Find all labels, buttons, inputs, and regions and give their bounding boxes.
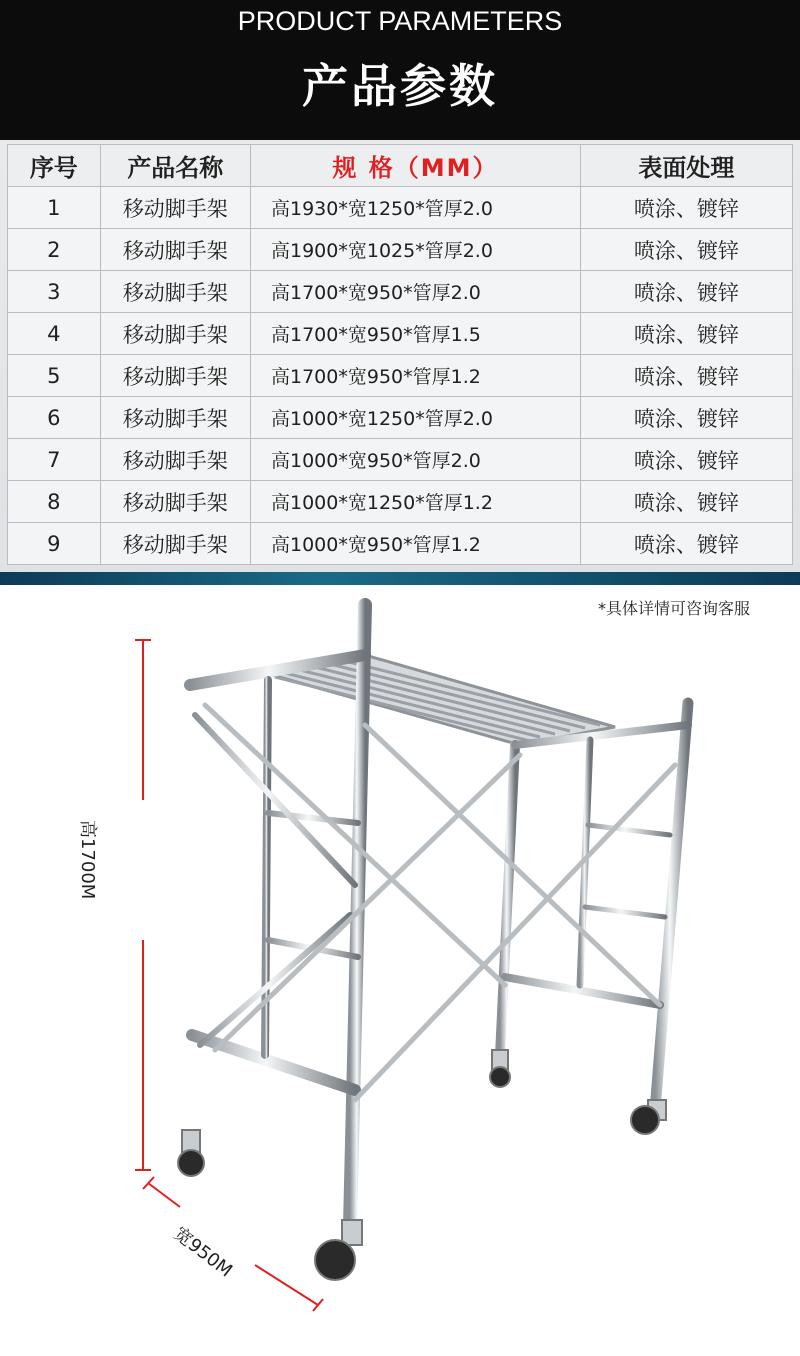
cell-index: 1 [7,187,101,229]
table-header-row [7,144,793,187]
cell-finish: 喷涂、镀锌 [581,397,793,439]
cell-index: 3 [7,271,101,313]
cell-spec: 高1000*宽1250*管厚1.2 [251,481,581,523]
cell-product-name: 移动脚手架 [101,187,251,229]
table-row [7,355,793,397]
cell-product-name: 移动脚手架 [101,439,251,481]
caster-wheels [178,1050,666,1280]
header-spec: 规 格（MM） [251,144,581,187]
cell-finish: 喷涂、镀锌 [581,355,793,397]
table-row [7,229,793,271]
table-row [7,439,793,481]
cell-finish: 喷涂、镀锌 [581,313,793,355]
header-finish: 表面处理 [581,144,793,187]
cell-product-name: 移动脚手架 [101,313,251,355]
cell-product-name: 移动脚手架 [101,271,251,313]
parameter-table-panel [0,140,800,585]
header-index: 序号 [7,144,101,187]
back-frame [500,703,688,1110]
header-name: 产品名称 [101,144,251,187]
cell-spec: 高1000*宽1250*管厚2.0 [251,397,581,439]
parameter-table [7,144,793,565]
cell-spec: 高1900*宽1025*管厚2.0 [251,229,581,271]
table-row [7,523,793,565]
cell-product-name: 移动脚手架 [101,355,251,397]
cell-index: 2 [7,229,101,271]
consult-note: *具体详情可咨询客服 [597,599,750,618]
cell-finish: 喷涂、镀锌 [581,481,793,523]
page-header [0,0,800,140]
scaffold-image [0,585,800,1356]
height-label: 高1700M [77,820,98,900]
table-row [7,481,793,523]
title-zh: 产品参数 [302,59,498,113]
front-frame [190,605,365,1225]
cell-spec: 高1700*宽950*管厚1.2 [251,355,581,397]
cell-spec: 高1000*宽950*管厚1.2 [251,523,581,565]
cross-braces [205,705,675,1100]
cell-finish: 喷涂、镀锌 [581,523,793,565]
table-row [7,271,793,313]
cell-spec: 高1700*宽950*管厚1.5 [251,313,581,355]
table-row [7,397,793,439]
cell-finish: 喷涂、镀锌 [581,229,793,271]
cell-index: 7 [7,439,101,481]
title-en: PRODUCT PARAMETERS [237,6,563,36]
width-label: 宽950M [169,1223,237,1282]
cell-finish: 喷涂、镀锌 [581,439,793,481]
cell-product-name: 移动脚手架 [101,229,251,271]
cell-index: 4 [7,313,101,355]
cell-product-name: 移动脚手架 [101,523,251,565]
table-row [7,187,793,229]
cell-product-name: 移动脚手架 [101,481,251,523]
table-bottom-band [0,572,800,585]
table-row [7,313,793,355]
height-dimension-line [135,640,151,1170]
cell-finish: 喷涂、镀锌 [581,187,793,229]
cell-index: 5 [7,355,101,397]
cell-spec: 高1930*宽1250*管厚2.0 [251,187,581,229]
cell-index: 6 [7,397,101,439]
cell-index: 8 [7,481,101,523]
cell-product-name: 移动脚手架 [101,397,251,439]
cell-spec: 高1000*宽950*管厚2.0 [251,439,581,481]
width-dimension-line [143,1177,323,1311]
cell-spec: 高1700*宽950*管厚2.0 [251,271,581,313]
cell-index: 9 [7,523,101,565]
cell-finish: 喷涂、镀锌 [581,271,793,313]
